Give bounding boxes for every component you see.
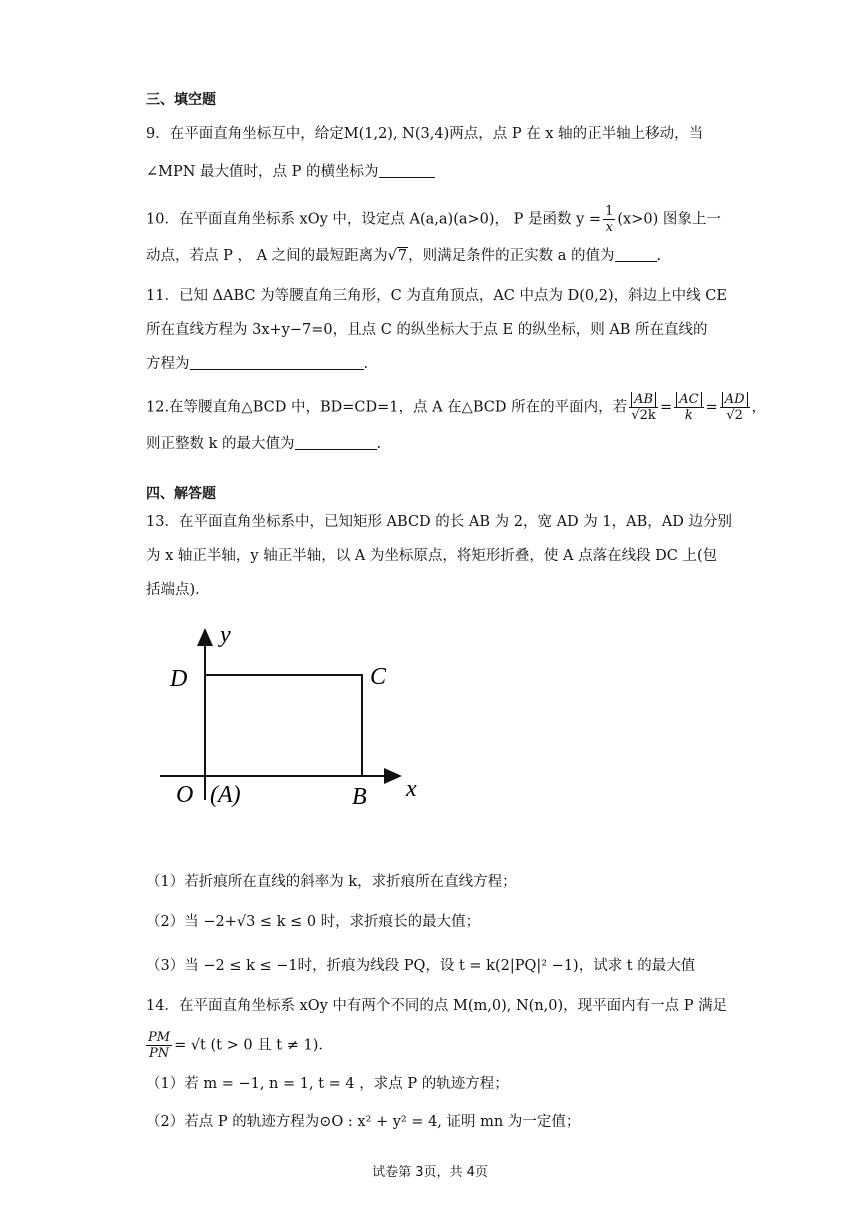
q12-f1-den: √2k (631, 408, 656, 423)
q11-line1: 11．已知 ΔABC 为等腰直角三角形，C 为直角顶点，AC 中点为 D(0,2)，斜边上中线 CE (146, 288, 727, 304)
q12-comma: ， (751, 399, 767, 416)
q14-frac-num: PM (148, 1030, 171, 1045)
q14-line2-text: = √t (t > 0 且 t ≠ 1)． (174, 1037, 333, 1054)
label-d: D (170, 666, 188, 692)
q13-line3: 括端点)． (146, 582, 210, 598)
q9-line1: 9．在平面直角坐标互中，给定M(1,2), N(3,4)两点，点 P 在 x 轴的正半轴上移动，当 (146, 126, 704, 142)
answer-blank (295, 435, 377, 450)
q13-part3: （3）当 −2 ≤ k ≤ −1时，折痕为线段 PQ，设 t = k(2|PQ|² −1)，试求 t 的最大值 (146, 958, 696, 974)
equals-sign: = (705, 399, 718, 416)
label-o: O (176, 782, 194, 808)
q14-fraction (146, 1030, 172, 1061)
q11-end: . (363, 356, 369, 372)
q10-sqrt-value: 7 (397, 248, 408, 264)
q12-f2-num: AC (676, 392, 701, 407)
q12-line1 (146, 392, 766, 423)
q10-line1a: 10．在平面直角坐标系 xOy 中，设定点 A(a,a)(a>0)， P 是函数 y = (146, 211, 602, 228)
q10-line2a: 动点，若点 P ， A 之间的最短距离为 (146, 248, 388, 264)
q9-line2 (146, 162, 435, 182)
q14-frac-den: PN (148, 1046, 170, 1061)
q10-frac-num: 1 (605, 204, 614, 219)
answer-blank (379, 163, 435, 178)
q12-fraction-ab (629, 392, 658, 423)
q13-part2: （2）当 −2+√3 ≤ k ≤ 0 时，求折痕长的最大值； (146, 914, 481, 930)
answer-blank (190, 355, 364, 370)
q11-line3-text: 方程为 (146, 356, 190, 372)
q11-line2: 所在直线方程为 3x+y−7=0，且点 C 的纵坐标大于点 E 的纵坐标，则 AB 所在直线的 (146, 322, 708, 338)
rectangle-outline (205, 675, 362, 776)
answer-blank (615, 247, 657, 262)
label-b: B (352, 784, 367, 810)
q13-line1: 13．在平面直角坐标系中，已知矩形 ABCD 的长 AB 为 2，宽 AD 为 1，AB，AD 边分别 (146, 514, 732, 530)
q10-line1b: (x>0) 图象上一 (617, 211, 721, 228)
q10-end: . (656, 248, 662, 264)
label-x: x (406, 776, 417, 802)
q13-part1: （1）若折痕所在直线的斜率为 k，求折痕所在直线方程； (146, 874, 517, 890)
q11-line3 (146, 354, 368, 374)
label-y: y (220, 622, 231, 648)
q12-f3-num: AD (722, 392, 748, 407)
q14-part1: （1）若 m = −1, n = 1, t = 4 ，求点 P 的轨迹方程； (146, 1076, 509, 1092)
q10-line2b: ，则满足条件的正实数 a 的值为 (408, 248, 615, 264)
q12-f1-num: AB (631, 392, 656, 407)
q10-line2 (146, 246, 661, 266)
q12-line2-text: 则正整数 k 的最大值为 (146, 436, 295, 452)
q12-fraction-ad (720, 392, 750, 423)
q12-f2-den: k (684, 408, 693, 423)
q14-part2: （2）若点 P 的轨迹方程为⊙O : x² + y² = 4, 证明 mn 为一定值； (146, 1114, 581, 1130)
q14-line1: 14．在平面直角坐标系 xOy 中有两个不同的点 M(m,0), N(n,0)，现平面内有一点 P 满足 (146, 998, 728, 1014)
q9-line2-text: ∠MPN 最大值时，点 P 的横坐标为 (146, 164, 379, 180)
q12-f3-den: √2 (726, 408, 743, 423)
equals-sign: = (660, 399, 673, 416)
q13-line2: 为 x 轴正半轴，y 轴正半轴，以 A 为坐标原点，将矩形折叠，使 A 点落在线段 DC 上(包 (146, 548, 718, 564)
q12-end: . (376, 436, 382, 452)
q10-frac-den: x (605, 220, 613, 235)
q10-line1 (146, 204, 721, 235)
q12-line1a: 12.在等腰直角△BCD 中，BD=CD=1，点 A 在△BCD 所在的平面内，若 (146, 399, 628, 416)
section-title-answer: 四、解答题 (146, 486, 216, 502)
q12-fraction-ac (674, 392, 703, 423)
section-title-fill-in: 三、填空题 (146, 92, 216, 108)
q10-fraction (603, 204, 615, 235)
q12-line2 (146, 434, 381, 454)
label-c: C (370, 664, 387, 690)
page-footer: 试卷第 3页，共 4页 (372, 1165, 488, 1180)
q14-line2 (146, 1030, 333, 1061)
sqrt-sign: √ (387, 248, 397, 264)
rectangle-figure (160, 618, 430, 818)
label-a: (A) (210, 782, 241, 808)
